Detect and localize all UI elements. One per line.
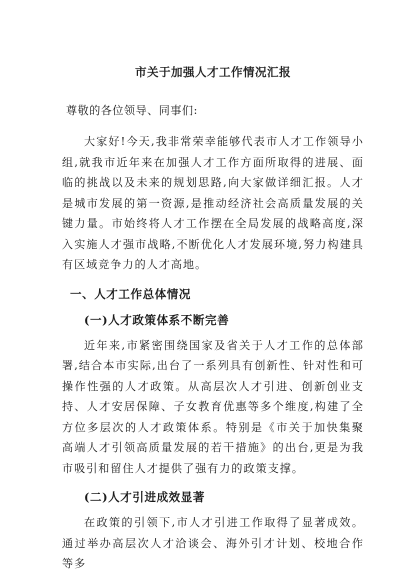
subsection-heading-2: (二)人才引进成效显著 <box>84 490 205 504</box>
section-heading-1: 一、人才工作总体情况 <box>70 286 191 301</box>
subsection-2-paragraph: 在政策的引领下,市人才引进工作取得了显著成效。通过举办高层次人才洽谈会、海外引才计划、校地合作等多 <box>62 516 364 570</box>
salutation: 尊敬的各位领导、同事们: <box>66 104 198 117</box>
document-title: 市关于加强人才工作情况汇报 <box>135 65 291 79</box>
subsection-1-paragraph: 近年来,市紧密围绕国家及省关于人才工作的总体部署,结合本市实际,出台了一系列具有创新性、针对性和可操作性强的人才政策。从高层次人才引进、创新创业支持、人才安居保障、子女教育优惠等多个维度,构建了全方位多层次的人才政策体系。特别是《市关于加快集聚高端人才引领高质量发展的若干措施》的出台,更是为我市吸引和留住人才提供了强有力的政策支撑。 <box>62 338 364 475</box>
subsection-heading-1: (一)人才政策体系不断完善 <box>84 312 230 327</box>
intro-paragraph: 大家好!今天,我非常荣幸能够代表市人才工作领导小组,就我市近年来在加强人才工作方面所取得的进展、面临的挑战以及未来的规划思路,向大家做详细汇报。人才是城市发展的第一资源,是推动经济社会高质量发展的关键力量。市始终将人才工作摆在全局发展的战略高度,深入实施人才强市战略,不断优化人才发展环境,努力构建具有区域竞争力的人才高地。 <box>62 135 364 271</box>
